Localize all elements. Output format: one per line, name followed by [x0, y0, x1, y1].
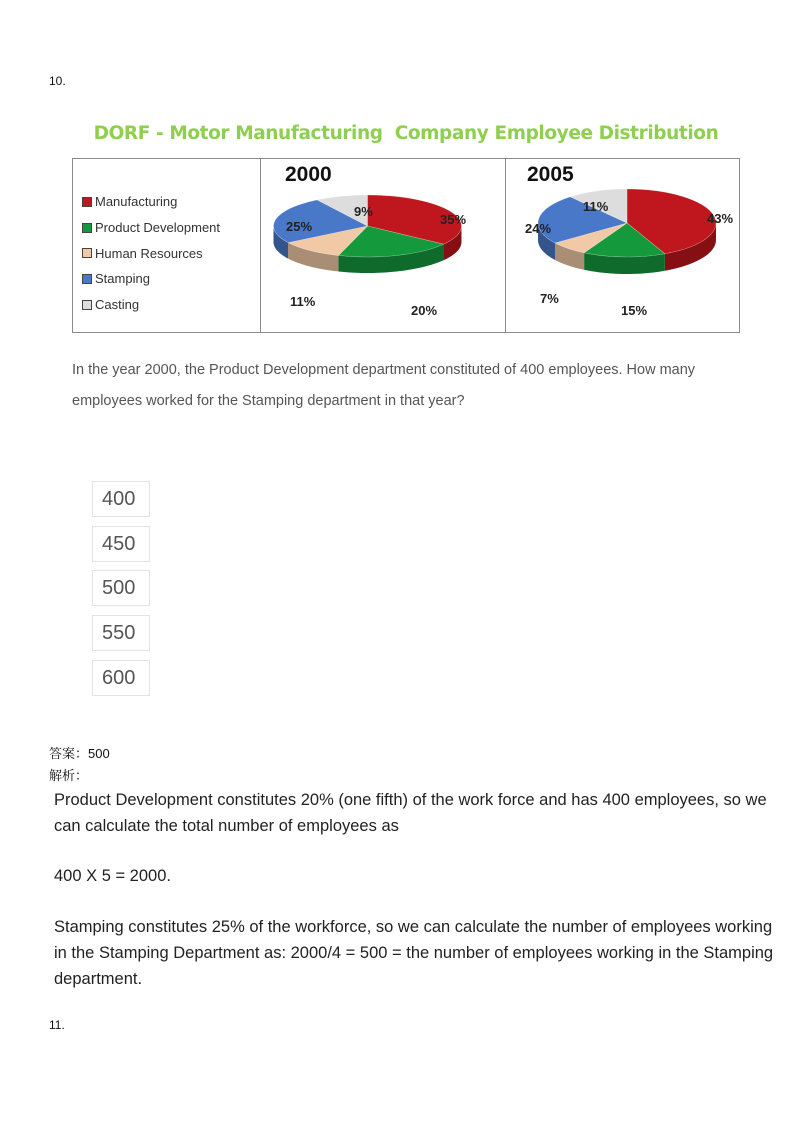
answer-option-2[interactable]: 450: [92, 526, 150, 562]
data-label-product-development: 15%: [621, 303, 648, 318]
data-label-stamping: 25%: [286, 219, 313, 234]
legend-swatch: [82, 300, 92, 310]
answer-option-3[interactable]: 500: [92, 570, 150, 606]
legend-label: Human Resources: [95, 245, 203, 261]
answer-value: 500: [88, 746, 110, 761]
legend-label: Manufacturing: [95, 194, 178, 210]
chart-year-2000: 2000: [285, 163, 332, 186]
explanation-paragraph: Product Development constitutes 20% (one fifth) of the work force and has 400 employees, so we can calculate the total number of employees as: [54, 791, 767, 835]
answer-line: [49, 743, 110, 762]
chart-title: DORF - Motor Manufacturing Company Employee Distribution: [93, 123, 719, 144]
legend-swatch: [82, 248, 92, 258]
legend-item-manufacturing: [82, 189, 220, 215]
analysis-label: 解析：: [49, 768, 89, 783]
legend-swatch: [82, 223, 92, 233]
explanation-equation: 400 X 5 = 2000.: [54, 867, 171, 885]
data-label-stamping: 24%: [525, 221, 552, 236]
answer-label: 答案：: [49, 746, 89, 761]
question-number-11: 11.: [49, 1018, 65, 1032]
answer-option-4[interactable]: 550: [92, 615, 150, 651]
question-number-10: 10.: [49, 74, 66, 88]
data-label-casting: 9%: [354, 204, 373, 219]
chart-legend: [82, 189, 220, 317]
chart-year-2005: 2005: [527, 163, 574, 186]
legend-item-casting: [82, 292, 220, 318]
legend-label: Product Development: [95, 220, 221, 236]
data-label-manufacturing: 35%: [440, 212, 467, 227]
legend-label: Casting: [95, 297, 140, 313]
question-text: In the year 2000, the Product Development department constituted of 400 employees. How many employees worked for the Stamping department in that year?: [72, 362, 696, 409]
answer-option-5[interactable]: 600: [92, 660, 150, 696]
data-label-product-development: 20%: [411, 303, 438, 318]
data-label-manufacturing: 43%: [707, 211, 734, 226]
legend-label: Stamping: [95, 271, 150, 287]
legend-swatch: [82, 274, 92, 284]
legend-item-product-development: [82, 215, 220, 241]
legend-item-stamping: [82, 266, 220, 292]
data-label-human-resources: 7%: [540, 291, 559, 306]
data-label-human-resources: 11%: [290, 294, 316, 309]
legend-item-human-resources: [82, 240, 220, 266]
pie-chart-figure: [72, 158, 740, 333]
explanation-paragraph: Stamping constitutes 25% of the workforce, so we can calculate the number of employees working in the Stamping Department as: 2000/4 = 500 = the number of employees working in the Stamping department.: [54, 918, 774, 988]
data-label-casting: 11%: [583, 199, 609, 214]
answer-option-1[interactable]: 400: [92, 481, 150, 517]
legend-swatch: [82, 197, 92, 207]
